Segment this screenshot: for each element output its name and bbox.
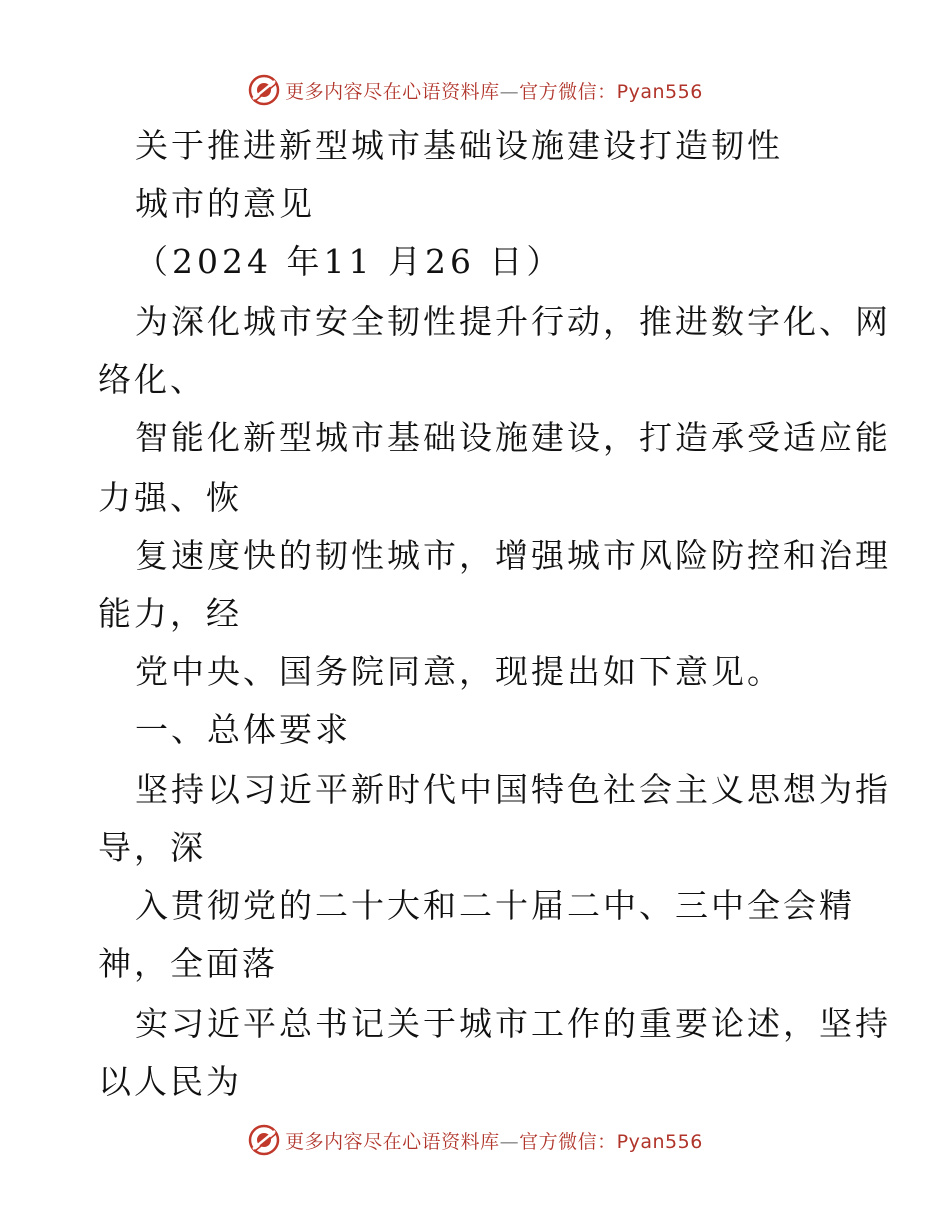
document-title-line-2: 城市的意见 (135, 184, 315, 223)
watermark-brand: 更多内容尽在心语资料库 (285, 80, 500, 103)
watermark-text (285, 77, 703, 104)
header-watermark-banner (0, 70, 950, 110)
paragraph-line: 坚持以习近平新时代中国特色社会主义思想为指 (135, 770, 891, 809)
watermark-contact: 官方微信：Pyan556 (519, 1130, 703, 1153)
paragraph-line: 能力，经 (98, 594, 242, 633)
paragraph-line: 智能化新型城市基础设施建设，打造承受适应能 (135, 418, 891, 457)
document-title-line-1: 关于推进新型城市基础设施建设打造韧性 (135, 126, 783, 165)
paragraph-line: 络化、 (98, 360, 206, 399)
paragraph-line: 神，全面落 (98, 944, 278, 983)
paragraph-line: 党中央、国务院同意，现提出如下意见。 (135, 652, 783, 691)
paragraph-line: 导，深 (98, 828, 206, 867)
paragraph-line: 实习近平总书记关于城市工作的重要论述，坚持 (135, 1004, 891, 1043)
paragraph-line: 力强、恢 (98, 478, 242, 517)
watermark-contact: 官方微信：Pyan556 (519, 80, 703, 103)
watermark-brand: 更多内容尽在心语资料库 (285, 1130, 500, 1153)
paragraph-line: 复速度快的韧性城市，增强城市风险防控和治理 (135, 536, 891, 575)
paragraph-line: 入贯彻党的二十大和二十届二中、三中全会精 (135, 886, 855, 925)
paragraph-line: 以人民为 (98, 1062, 242, 1101)
watermark-text (285, 1127, 703, 1154)
watermark-separator: — (499, 1130, 520, 1153)
footer-watermark-banner (0, 1120, 950, 1160)
document-date: （2024 年11 月26 日） (135, 242, 564, 281)
logo-seal-icon (247, 1123, 281, 1157)
watermark-separator: — (499, 80, 520, 103)
logo-seal-icon (247, 73, 281, 107)
paragraph-line: 为深化城市安全韧性提升行动，推进数字化、网 (135, 302, 891, 341)
section-heading: 一、总体要求 (135, 710, 351, 749)
